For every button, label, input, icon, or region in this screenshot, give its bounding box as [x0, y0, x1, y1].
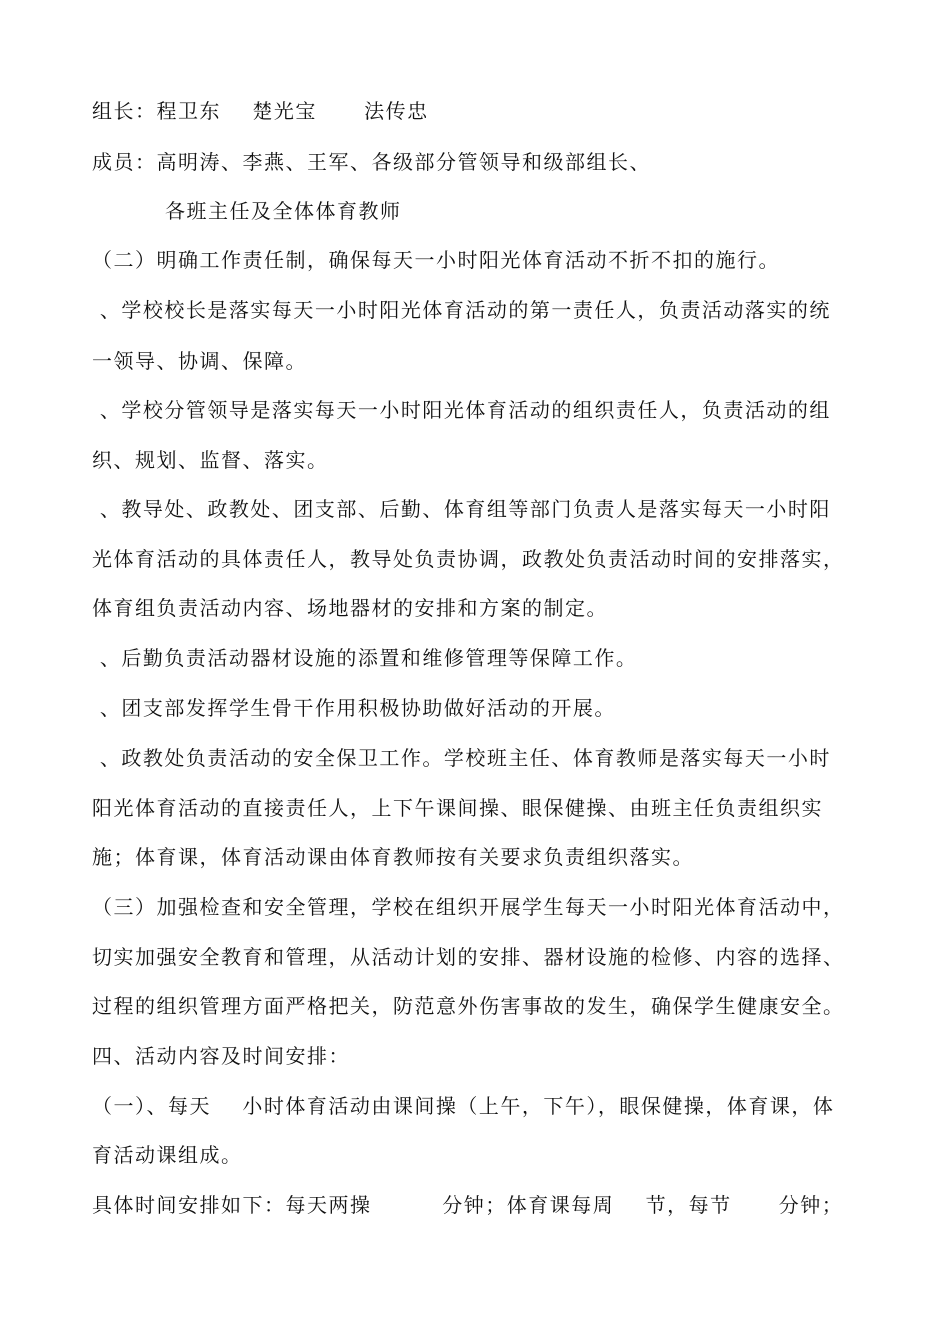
text-line-members: 成员：高明涛、李燕、王军、各级部分管领导和级部组长、 — [92, 150, 651, 174]
text-line: 一领导、协调、保障。 — [92, 349, 307, 373]
text-line-leaders: 组长：程卫东 楚光宝 法传忠 — [92, 99, 429, 123]
text-line: 、团支部发挥学生骨干作用积极协助做好活动的开展。 — [92, 696, 616, 720]
text-line: 施；体育课，体育活动课由体育教师按有关要求负责组织落实。 — [92, 845, 694, 869]
text-line-heading-4: 四、活动内容及时间安排： — [92, 1044, 350, 1068]
text-line: 织、规划、监督、落实。 — [92, 448, 329, 472]
text-line: 、学校校长是落实每天一小时阳光体育活动的第一责任人，负责活动落实的统 — [92, 298, 831, 322]
text-line-members-cont: 各班主任及全体体育教师 — [165, 199, 402, 223]
text-line: 过程的组织管理方面严格把关，防范意外伤害事故的发生，确保学生健康安全。 — [92, 994, 845, 1018]
text-line: 、政教处负责活动的安全保卫工作。学校班主任、体育教师是落实每天一小时 — [92, 746, 831, 770]
text-line: 光体育活动的具体责任人，教导处负责协调，政教处负责活动时间的安排落实， — [92, 547, 845, 571]
text-line-schedule: 具体时间安排如下：每天两操 分钟；体育课每周 节，每节 分钟； — [92, 1193, 844, 1217]
text-line: 切实加强安全教育和管理，从活动计划的安排、器材设施的检修、内容的选择、 — [92, 945, 845, 969]
text-line: （一）、每天 小时体育活动由课间操（上午，下午），眼保健操，体育课，体 — [92, 1094, 835, 1118]
text-line: 、后勤负责活动器材设施的添置和维修管理等保障工作。 — [92, 646, 638, 670]
text-line: 、学校分管领导是落实每天一小时阳光体育活动的组织责任人，负责活动的组 — [92, 398, 831, 422]
text-line: 、教导处、政教处、团支部、后勤、体育组等部门负责人是落实每天一小时阳 — [92, 497, 831, 521]
text-line: 阳光体育活动的直接责任人，上下午课间操、眼保健操、由班主任负责组织实 — [92, 796, 823, 820]
text-line: 体育组负责活动内容、场地器材的安排和方案的制定。 — [92, 596, 608, 620]
text-line-section-3: （三）加强检查和安全管理，学校在组织开展学生每天一小时阳光体育活动中， — [92, 895, 845, 919]
text-line-section-2: （二）明确工作责任制，确保每天一小时阳光体育活动不折不扣的施行。 — [92, 248, 780, 272]
text-line: 育活动课组成。 — [92, 1143, 243, 1167]
